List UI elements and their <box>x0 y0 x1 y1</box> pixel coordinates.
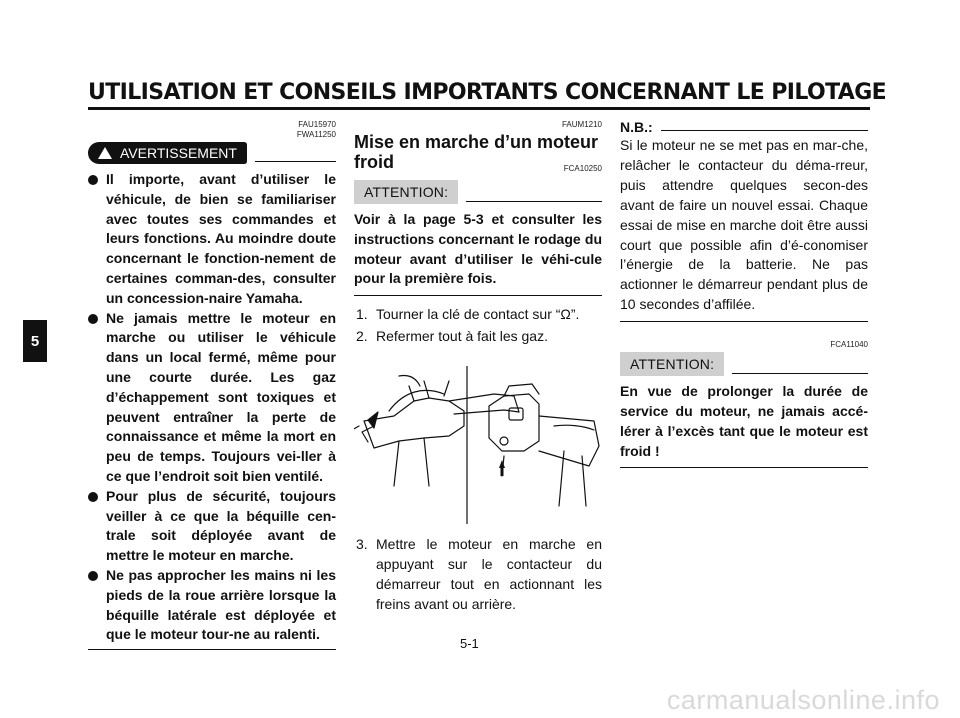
steps-list <box>354 534 602 614</box>
nb-text: Si le moteur ne se met pas en mar-che, relâcher le contacteur du déma-rreur, puis attendre quelques secon-des avant de faire un nouvel essai. Chaque essai de mise en marche doit être aussi court que possible afin d’é-conomiser l’énergie de la batterie. Ne pas actionner le démarreur pendant plus de 10 secondes d’affilée. <box>620 137 868 313</box>
handlebar-illustration <box>354 356 602 526</box>
ref-code: FAUM1210 <box>561 120 602 129</box>
section-end-rule <box>620 467 868 468</box>
up-arrow-icon <box>499 460 505 476</box>
warning-heading <box>88 142 336 164</box>
nb-label: N.B.: <box>620 119 653 135</box>
warning-badge <box>88 142 247 164</box>
column-warning <box>88 120 336 650</box>
bullet-icon <box>88 571 98 581</box>
list-item: 2. Refermer tout à fait les gaz. <box>356 328 548 345</box>
bullet-icon <box>88 175 98 185</box>
attention-text: Voir à la page 5-3 et consulter les instructions concernant le rodage du moteur avant d’utiliser le véhi-cule pour la première fois. <box>354 211 602 287</box>
watermark: carmanualsonline.info <box>666 685 940 715</box>
attention-heading <box>354 180 602 204</box>
page-header-title: UTILISATION ET CONSEILS IMPORTANTS CONCERNANT LE PILOTAGE <box>88 80 887 105</box>
list-item: 1. Tourner la clé de contact sur “Ω”. <box>356 306 580 323</box>
ref-code: FWA11250 <box>296 130 336 139</box>
hand-shape <box>364 398 464 448</box>
header-rule <box>88 107 870 110</box>
list-item: Ne jamais mettre le moteur en marche ou utiliser le véhicule dans un local fermé, même pour une courte durée. Les gaz d’échappement sont toxiques et peuvent entraîner la perte de connaissance et même la mort en peu de temps. Toujours vei-ller à ce que l’endroit soit bien ventilé. <box>88 309 336 487</box>
heading-rule <box>661 130 868 131</box>
section-end-rule <box>88 649 336 650</box>
heading-rule <box>466 201 602 202</box>
list-item: Il importe, avant d’utiliser le véhicule, de bien se familiariser avec toutes ses commandes et leurs fonctions. Au moindre doute concernant le fonction-nement de certaines comman-des, consulter un concession-naire Yamaha. <box>88 170 336 309</box>
section-title: Mise en marche d’un moteur froid <box>354 132 599 172</box>
steps-list <box>354 304 602 346</box>
section-end-rule <box>354 295 602 296</box>
bullet-icon <box>88 314 98 324</box>
nb-heading <box>620 119 868 135</box>
column-notes <box>620 119 868 468</box>
list-item: 3. Mettre le moteur en marche en appuyant sur le contacteur du démarreur tout en actionnant les freins avant ou arrière. <box>356 536 602 613</box>
chapter-tab: 5 <box>23 320 47 362</box>
attention-label: ATTENTION: <box>354 180 458 204</box>
column-cold-start <box>354 120 602 614</box>
heading-rule <box>732 373 868 374</box>
heading-rule <box>255 161 336 162</box>
ref-code: FCA11040 <box>830 340 868 350</box>
bullet-icon <box>88 492 98 502</box>
ref-code: FAU15970 <box>298 120 336 129</box>
section-end-rule <box>620 321 868 322</box>
warning-label: AVERTISSEMENT <box>120 145 237 161</box>
attention-text: En vue de prolonger la durée de service du moteur, ne jamais accé-lérer à l’excès tant que le moteur est froid ! <box>620 383 868 459</box>
switch-housing <box>489 394 539 451</box>
attention-heading <box>620 352 868 376</box>
warning-triangle-icon <box>98 147 112 159</box>
attention-label: ATTENTION: <box>620 352 724 376</box>
page-number: 5-1 <box>460 636 479 651</box>
ref-code: FCA10250 <box>563 164 602 173</box>
list-item: Ne pas approcher les mains ni les pieds de la roue arrière lorsque la béquille latérale est déployée et que le moteur tour-ne au ralenti. <box>88 566 336 645</box>
list-item: Pour plus de sécurité, toujours veiller à ce que la béquille cen-trale soit déployée avant de mettre le moteur en marche. <box>88 487 336 566</box>
warning-list <box>88 170 336 645</box>
